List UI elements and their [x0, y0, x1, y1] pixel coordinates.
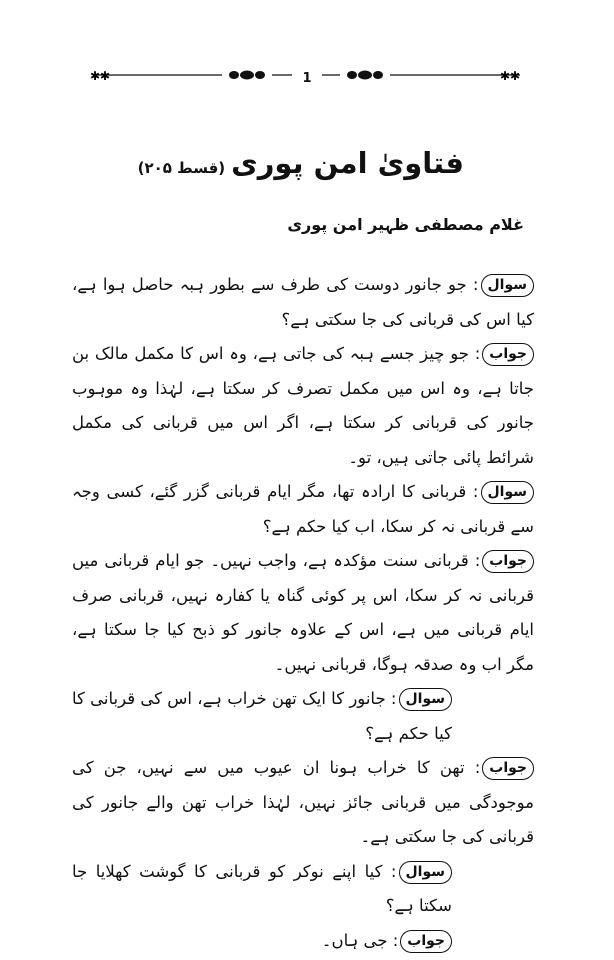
question-label: سوال — [399, 861, 453, 884]
diamond-ornament-icon — [222, 70, 272, 80]
diamond-ornament-icon — [340, 70, 390, 80]
answer-text: : قربانی سنت مؤکدہ ہے، واجب نہیں۔ جو ایام قربانی میں قربانی نہ کر سکا، اس پر کوئی گناہ یا کفارہ نہیں، قربانی صرف ایام قربانی میں ہے، اس کے علاوہ جانور کو ذبح کیا جا سکتا ہے، مگر اب وہ صدقہ ہوگا، قربانی نہیں۔ — [72, 551, 534, 674]
answer-label: جواب — [400, 930, 452, 953]
answer-label: جواب — [482, 343, 534, 366]
star-icon: ✱✱ — [90, 69, 111, 83]
answer-paragraph — [72, 924, 534, 959]
question-paragraph — [72, 268, 534, 337]
answer-text: : تھن کا خراب ہونا ان عیوب میں سے نہیں، جن کی موجودگی میں قربانی جائز نہیں، لہٰذا خراب تھن والے جانور کی قربانی کی جا سکتی ہے۔ — [72, 758, 534, 846]
answer-label: جواب — [482, 757, 534, 780]
title-block — [138, 146, 464, 180]
question-paragraph — [72, 682, 534, 751]
answer-paragraph — [72, 337, 534, 475]
answer-label: جواب — [482, 550, 534, 573]
question-text: : قربانی کا ارادہ تھا، مگر ایام قربانی گزر گئے، کسی وجہ سے قربانی نہ کر سکا، اب کیا حکم ہے؟ — [72, 482, 534, 536]
page-header — [0, 60, 614, 90]
question-paragraph — [72, 855, 534, 924]
installment-number: (قسط ۲۰۵) — [137, 159, 226, 177]
question-label: سوال — [399, 688, 453, 711]
question-text: : جو جانور دوست کی طرف سے بطور ہبہ حاصل ہوا ہے، کیا اس کی قربانی کی جا سکتی ہے؟ — [72, 275, 534, 329]
page-number: 1 — [302, 71, 312, 86]
qa-list — [72, 268, 534, 958]
question-label: سوال — [481, 481, 535, 504]
page-title: فتاویٰ امن پوری — [231, 146, 464, 180]
answer-paragraph — [72, 751, 534, 855]
answer-text: : جی ہاں۔ — [321, 930, 399, 950]
author-name: غلام مصطفی ظہیر امن پوری — [287, 215, 524, 234]
question-text: : جانور کا ایک تھن خراب ہے، اس کی قربانی کا کیا حکم ہے؟ — [72, 689, 452, 743]
answer-text: : جو چیز جسے ہبہ کی جاتی ہے، وہ اس کا مکمل مالک بن جاتا ہے، وہ اس میں مکمل تصرف کر سکتا ہے، لہٰذا وہ موہوب جانور کی قربانی کر سکتا ہے، اگر اس میں قربانی کی مکمل شرائط پائی جاتی ہیں، تو۔ — [72, 344, 534, 467]
answer-paragraph — [72, 544, 534, 682]
question-label: سوال — [481, 274, 535, 297]
star-icon: ✱✱ — [500, 69, 521, 83]
question-text: : کیا اپنے نوکر کو قربانی کا گوشت کھلایا جا سکتا ہے؟ — [72, 861, 452, 915]
question-paragraph — [72, 475, 534, 544]
